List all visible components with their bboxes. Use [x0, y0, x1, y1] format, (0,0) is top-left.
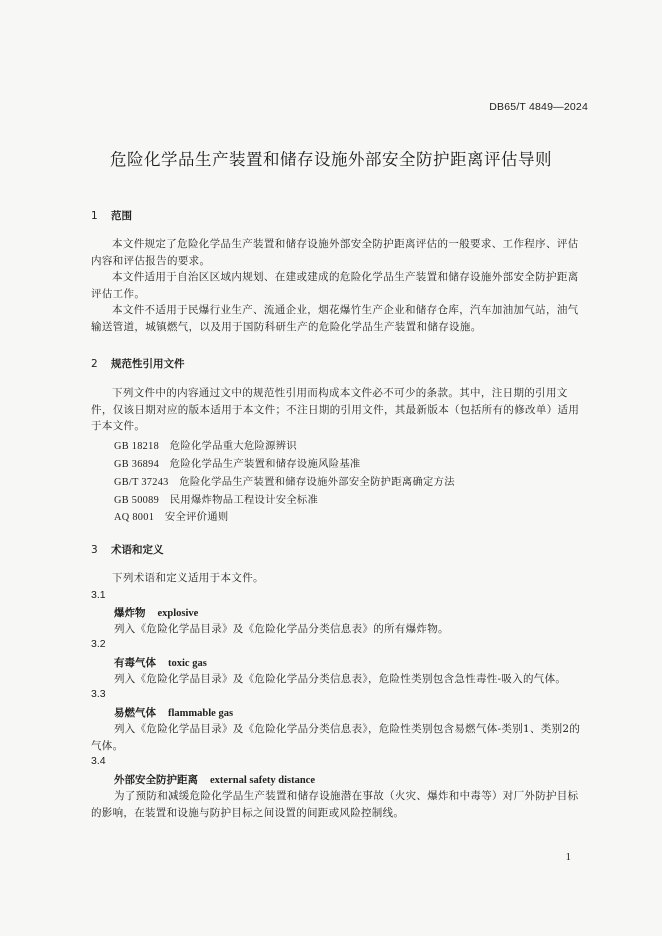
reference-title: 民用爆炸物品工程设计安全标准 — [169, 494, 319, 506]
section-title: 范围 — [111, 210, 132, 222]
reference-code: GB/T 37243 — [114, 477, 169, 488]
term-en: explosive — [157, 608, 199, 619]
term-heading — [114, 605, 198, 620]
term-en: flammable gas — [168, 708, 234, 719]
term-en: toxic gas — [168, 658, 207, 669]
section-title: 术语和定义 — [111, 544, 164, 556]
reference-code: GB 36894 — [114, 459, 160, 470]
section-number: 1 — [91, 210, 98, 222]
term-definition: 列入《危险化学品目录》及《危险化学品分类信息表》，危险性类别包含急性毒性-吸入的气体。 — [114, 673, 567, 685]
term-zh: 易燃气体 — [114, 707, 156, 719]
standard-number: DB65/T 4849—2024 — [489, 101, 588, 113]
section-2-heading — [91, 356, 185, 371]
section-3-heading — [91, 542, 164, 557]
term-definition: 列入《危险化学品目录》及《危险化学品分类信息表》，危险性类别包含易燃气体-类别1、类别2的气体。 — [91, 723, 581, 752]
term-zh: 爆炸物 — [114, 607, 146, 619]
document-title: 危险化学品生产装置和储存设施外部安全防护距离评估导则 — [110, 150, 552, 169]
term-heading — [114, 772, 315, 787]
section-2-intro: 下列文件中的内容通过文中的规范性引用而构成本文件必不可少的条款。其中，注日期的引用文件，仅该日期对应的版本适用于本文件；不注日期的引用文件，其最新版本（包括所有的修改单）适用于本文件。 — [91, 387, 580, 432]
section-1-heading — [91, 208, 132, 223]
term-definition: 为了预防和减缓危险化学品生产装置和储存设施潜在事故（火灾、爆炸和中毒等）对厂外防护目标的影响，在装置和设施与防护目标之间设置的间距或风险控制线。 — [91, 790, 579, 819]
term-heading — [114, 655, 207, 670]
clause-number: 3.1 — [91, 589, 106, 601]
reference-code: GB 50089 — [114, 495, 160, 506]
page-number: 1 — [565, 851, 571, 863]
reference-item — [114, 473, 455, 488]
section-3-intro: 下列术语和定义适用于本文件。 — [112, 572, 264, 584]
reference-code: GB 18218 — [114, 441, 160, 452]
reference-title: 危险化学品生产装置和储存设施外部安全防护距离确定方法 — [179, 476, 455, 488]
reference-item — [114, 455, 361, 470]
section-title: 规范性引用文件 — [111, 358, 185, 370]
clause-number: 3.4 — [91, 755, 106, 767]
section-1-paragraph: 本文件规定了危险化学品生产装置和储存设施外部安全防护距离评估的一般要求、工作程序、评估内容和评估报告的要求。 — [91, 238, 579, 267]
reference-title: 危险化学品重大危险源辨识 — [169, 440, 297, 452]
section-1-paragraph: 本文件适用于自治区区域内规划、在建或建成的危险化学品生产装置和储存设施外部安全防护距离评估工作。 — [91, 271, 579, 300]
term-heading — [114, 705, 233, 720]
reference-title: 安全评价通则 — [164, 511, 229, 523]
section-number: 3 — [91, 544, 98, 556]
term-zh: 外部安全防护距离 — [114, 774, 198, 786]
term-zh: 有毒气体 — [114, 657, 156, 669]
clause-number: 3.2 — [91, 638, 106, 650]
section-number: 2 — [91, 358, 98, 370]
reference-item — [114, 491, 318, 506]
term-definition: 列入《危险化学品目录》及《危险化学品分类信息表》的所有爆炸物。 — [114, 623, 449, 635]
section-1-paragraph: 本文件不适用于民爆行业生产、流通企业，烟花爆竹生产企业和储存仓库，汽车加油加气站，油气输送管道，城镇燃气，以及用于国防科研生产的危险化学品生产装置和储存设施。 — [91, 304, 579, 333]
term-en: external safety distance — [210, 775, 315, 786]
reference-item — [114, 508, 228, 523]
reference-item — [114, 437, 297, 452]
reference-code: AQ 8001 — [114, 512, 155, 523]
reference-title: 危险化学品生产装置和储存设施风险基准 — [169, 458, 361, 470]
clause-number: 3.3 — [91, 688, 106, 700]
